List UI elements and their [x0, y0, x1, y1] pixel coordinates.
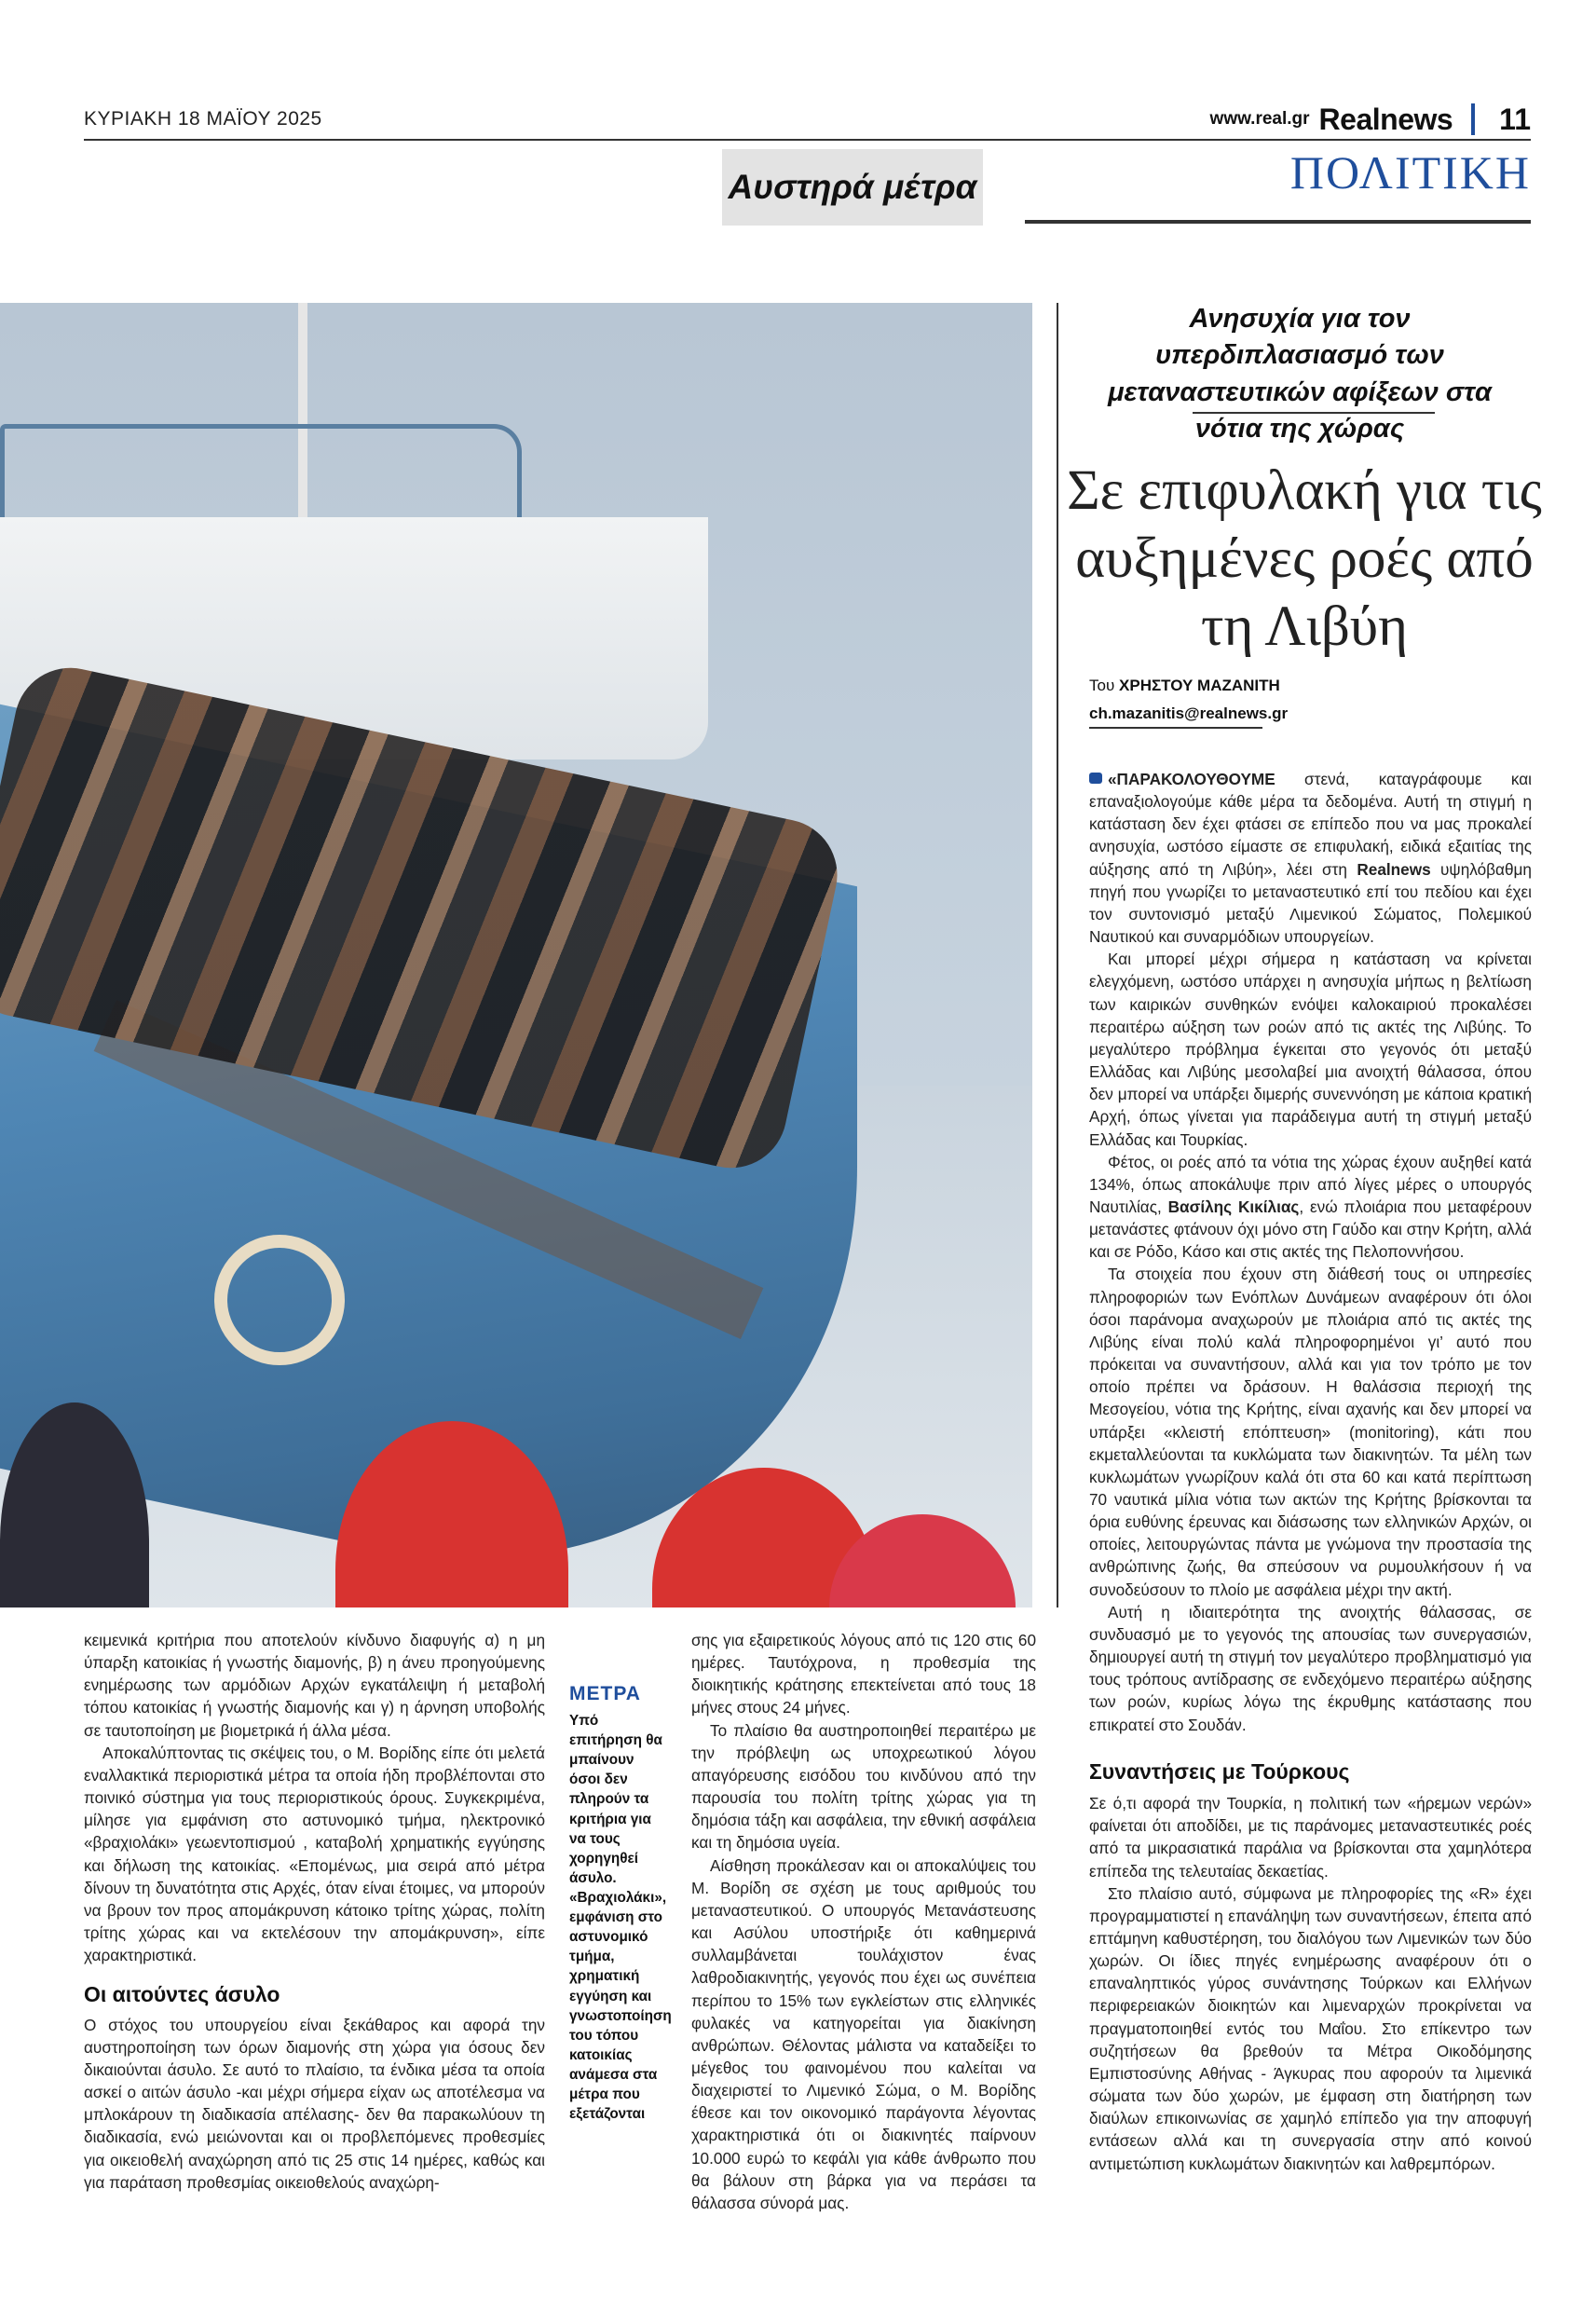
sidebar-title: ΜΕΤΡΑ: [569, 1683, 641, 1704]
lead-brand: Realnews: [1357, 859, 1431, 879]
subhead-rule: [1193, 412, 1435, 414]
byline-prefix: Του: [1089, 677, 1115, 694]
paragraph: Το πλαίσιο θα αυστηροποιηθεί περαιτέρω με την πρόβλεψη ως υποχρεωτικού λόγου απαγόρευσης εισόδου του κινδύνου από την παρουσία του πολίτη τρίτης χώρας για τη δημόσια τάξη και ασφάλεια, την εθνική ασφάλεια και τη δημόσια υγεία.: [691, 1720, 1036, 1853]
kicker-box: [722, 149, 983, 226]
kicker: Αυστηρά μέτρα: [728, 168, 977, 206]
header-separator: [1471, 103, 1475, 135]
lead-paragraph: [1089, 768, 1532, 948]
author-email[interactable]: ch.mazanitis@realnews.gr: [1089, 705, 1289, 722]
site-url[interactable]: www.real.gr: [1209, 109, 1310, 129]
lead-text-end: υψηλόβαθμη πηγή που γνωρίζει το μεταναστευτικό επί του πεδίου και έχει τον συντονισμό μεταξύ Λιμενικού Σώματος, Πολεμικού Ναυτικού και συναρμόδιων υπουργείων.: [1089, 859, 1532, 947]
sidebar-box: [569, 1683, 672, 2124]
header-rule: [84, 139, 1531, 141]
paragraph: σης για εξαιρετικούς λόγους από τις 120 στις 60 ημέρες. Ταυτόχρονα, η προθεσμία της διοικητικής κράτησης επεκτείνεται από τους 18 μήνες στους 24 μήνες.: [691, 1631, 1036, 1717]
lead-bullet-icon: [1089, 773, 1102, 784]
bottom-column-1: [84, 1629, 545, 2194]
paragraph-text: , ενώ πλοιάρια που μεταφέρουν μετανάστες φτάνουν όχι μόνο στη Γαύδο και στην Κρήτη, αλλά και σε Ρόδο, Κάσο και στις ακτές της Πελοποννήσου.: [1089, 1197, 1532, 1262]
paragraph: Αυτή η ιδιαιτερότητα της ανοιχτής θάλασσας, σε συνδυασμό με το γεγονός της απουσίας των συνεργασιών, δημιουργεί αυτή τη στιγμή τον μεγαλύτερο προβληματισμό για τους τρόπους αντίδρασης σε ενδεχόμενο περαιτέρω αύξησης των ροών, κυρίως λόγω της έκρυθμης κατάστασης που επικρατεί στο Σουδάν.: [1089, 1602, 1532, 1734]
paragraph: Στο πλαίσιο αυτό, σύμφωνα με πληροφορίες της «R» έχει προγραμματιστεί η επανάληψη των συναντήσεων, έπειτα από επτάμηνη καθυστέρηση, του διαλόγου των Λιμενικών των δύο χωρών. Οι ίδιες πηγές ενημέρωσης αναφέρουν ότι ο επαναληπτικός γύρος συνάντησης Τούρκων και Ελλήνων περιφερειακών διοικητών και λιμεναρχών προκρίνεται να πραγματοποιηθεί εντός του Μαΐου. Στο επίκεντρο των συζητήσεων θα βρεθούν τα Μέτρα Οικοδόμησης Εμπιστοσύνης Αθήνας - Άγκυρας που αφορούν τα λιμενικά σώματα των δύο χωρών, με έμφαση στη διατήρηση των διαύλων επικοινωνίας σε χαμηλό επίπεδο για την αποφυγή εντάσεων αλλά και τη συνεργασία στην από κοινού αντιμετώπιση κυκλωμάτων διακινητών και λαθρεμπόρων.: [1089, 1883, 1532, 2173]
sidebar-text: Υπό επιτήρηση θα μπαίνουν όσοι δεν πληρούν τα κριτήρια για να τους χορηγηθεί άσυλο. «Βραχιολάκι», εμφάνιση στο αστυνομικό τμήμα, χρηματική εγγύηση και γνωστοποίηση του τόπου κατοικίας ανάμεσα στα μέτρα που εξετάζονται: [569, 1713, 672, 2123]
column-divider: [1057, 303, 1058, 1607]
lead-text: στενά, καταγράφουμε και επαναξιολογούμε κάθε μέρα τα δεδομένα. Αυτή τη στιγμή η κατάσταση δεν έχει φτάσει σε επίπεδο που να μας προκαλεί ανησυχία, ωστόσο είμαστε σε επιφυλακή, ειδικά εξαιτίας της αύξησης από τη Λιβύη», λέει στη: [1089, 770, 1532, 879]
paragraph: Και μπορεί μέχρι σήμερα η κατάσταση να κρίνεται ελεγχόμενη, ωστόσο υπάρχει η ανησυχία μήπως η βελτίωση των καιρικών συνθηκών ενόψει καλοκαιριού προκαλέσει περαιτέρω αύξηση των ροών από τις ακτές της Λιβύης. Το μεγαλύτερο πρόβλημα έγκειται στο γεγονός ότι μεταξύ Ελλάδας και Λιβύης μεσολαβεί μια ανοιχτή θάλασσα, όπου δεν μπορεί να υπάρξει διμερής συνεννόηση με κάποια κρατική Αρχή, όπως γίνεται για παράδειγμα αυτή τη στιγμή μεταξύ Ελλάδας και Τουρκίας.: [1089, 950, 1532, 1149]
paragraph: Τα στοιχεία που έχουν στη διάθεσή τους οι υπηρεσίες πληροφοριών των Ενόπλων Δυνάμεων αναφέρουν ότι όλοι όσοι παράνομα αναχωρούν με πλοιάρια από τις ακτές της Λιβύης είναι πολύ καλά πληροφορημένοι γι’ αυτό που πρόκειται να συναντήσουν, αλλά και για τον τρόπο με τον οποίο πρέπει να δράσουν. Η θαλάσσια περιοχή της Μεσογείου, νότια της Κρήτης, είναι αχανής και δεν μπορεί να υπάρξει «κλειστή επόπτευση» (monitoring), κάτι που εκμεταλλεύονται τα κυκλώματα των διακινητών. Τα μέλη των κυκλωμάτων γνωρίζουν καλά ότι στα 60 και κατά περίπτωση 70 ναυτικά μίλια νότια των ακτών της Κρήτης βρίσκονται τα όρια ευθύνης έρευνας και διάσωσης των ελληνικών Αρχών, οι οποίες, λειτουργώντας πάντα με γνώμονα την προστασία της ανθρώπινης ζωής, θα σπεύσουν να ρυμουλκήσουν ή να συνοδεύσουν το πλοίο με ασφάλεια μέχρι την ακτή.: [1089, 1265, 1532, 1599]
minister-name: Βασίλης Κικίλιας: [1167, 1197, 1300, 1216]
paragraph: Σε ό,τι αφορά την Τουρκία, η πολιτική των «ήρεμων νερών» φαίνεται ότι αποδίδει, με τις παράνομες μεταναστευτικές ροές από τα μικρασιατικά παράλια να βρίσκονται στα χαμηλότερα επίπεδα της τελευταίας δεκαετίας.: [1089, 1794, 1532, 1881]
paragraph: κειμενικά κριτήρια που αποτελούν κίνδυνο διαφυγής α) η μη ύπαρξη κατοικίας ή γνωστής διαμονής, β) η άνευ προηγούμενης ενημέρωσης των αρμόδιων Αρχών εγκατάλειψη ή μεταβολή τόπου κατοικίας ή γνωστής διαμονής και γ) η άρνηση υποβολής σε ταυτοποίηση με βιομετρικά ή άλλα μέσα.: [84, 1631, 545, 1740]
subsection-heading: Συναντήσεις με Τούρκους: [1089, 1758, 1350, 1784]
photo-rope: [214, 1235, 345, 1365]
byline: [1089, 677, 1280, 695]
paragraph: [1089, 1151, 1532, 1264]
paragraph: Αποκαλύπτοντας τις σκέψεις του, ο Μ. Βορίδης είπε ότι μελετά εναλλακτικά περιοριστικά μέτρα τα οποία ήδη προβλέπονται στο ποινικό σύστημα για τους περιοριστικούς όρους. Συγκεκριμένα, μίλησε για εμφάνιση στο αστυνομικό τμήμα, ηλεκτρονικό «βραχιολάκι» γεωεντοπισμού , καταβολή χρηματικής εγγύησης και δήλωση της κατοικίας. «Επομένως, μια σειρά από μέτρα δίνουν τη δυνατότητα στις Αρχές, όταν είναι έτοιμες, να μπορούν να βρουν τον προς απομάκρυνση κάτοικο τρίτης χώρας, πολίτη τρίτης χώρας και να εκτελέσουν την απομάκρυνση», είπε χαρακτηριστικά.: [84, 1743, 545, 1965]
email-rule: [1089, 727, 1262, 729]
section-title: ΠΟΛΙΤΙΚΗ: [1289, 146, 1531, 198]
headline: Σε επιφυλακή για τις αυξημένες ροές από τη Λιβύη: [1067, 459, 1542, 659]
masthead-right: [1210, 101, 1531, 138]
article-photo: [0, 303, 1032, 1607]
paragraph-text: Φέτος, οι ροές από τα νότια της χώρας έχουν αυξηθεί κατά 134%, όπως αποκάλυψε πριν από λίγες μέρες ο υπουργός Ναυτιλίας,: [1089, 1152, 1532, 1216]
paragraph: Ο στόχος του υπουργείου είναι ξεκάθαρος και αφορά την αυστηροποίηση των όρων διαμονής στη χώρα για όσους δεν δικαιούνται άσυλο. Σε αυτό το πλαίσιο, τα ένδικα μέσα τα οποία ασκεί ο αιτών άσυλο -και μέχρι σήμερα είχαν ως αποτέλεσμα να μπλοκάρουν τη διαδικασία απέλασης- δεν θα παρακωλύουν τη διαδικασία, ενώ μειώνονται και οι προβλεπόμενες προθεσμίες για οικειοθελή αναχώρηση από τις 25 στις 14 ημέρες, καθώς και για παράταση προθεσμίας οικειοθελούς αναχώρη-: [84, 2015, 545, 2192]
right-column-body: [1089, 768, 1532, 2175]
subsection-heading: Οι αιτούντες άσυλο: [84, 1982, 280, 2007]
subheadline: Ανησυχία για τον υπερδιπλασιασμό των μεταναστευτικών αφίξεων στα νότια της χώρας: [1108, 304, 1492, 445]
brand-logo: Realnews: [1318, 102, 1453, 136]
paragraph: Αίσθηση προκάλεσαν και οι αποκαλύψεις του Μ. Βορίδη σε σχέση με τους αριθμούς του μεταναστευτικού. Ο υπουργός Μετανάστευσης και Ασύλου υποστήριξε ότι καθημερινά συλλαμβάνεται τουλάχιστον ένας λαθροδιακινητής, γεγονός που έχει ως συνέπεια περίπου το 15% των εγκλείστων στις ελληνικές φυλακές να κατηγορείται για διακίνηση ανθρώπων. Θέλοντας μάλιστα να καταδείξει το μέγεθος του φαινομένου που καλείται να διαχειριστεί το Λιμενικό Σώμα, ο Μ. Βορίδης έθεσε και τον οικονομικό παράγοντα λέγοντας χαρακτηριστικά ότι οι διακινητές παίρνουν 10.000 ευρώ το κεφάλι για κάθε άνθρωπο που θα βάλουν στη βάρκα για να περάσει τα θάλασσα σύνορά μας.: [691, 1855, 1036, 2212]
issue-date: ΚΥΡΙΑΚΗ 18 ΜΑΪΟΥ 2025: [84, 108, 322, 130]
lead-word: «ΠΑΡΑΚΟΛΟΥΘΟΥΜΕ: [1108, 770, 1275, 788]
section-rule: [1025, 220, 1531, 224]
page-number: 11: [1499, 102, 1531, 136]
author-name: ΧΡΗΣΤΟΥ ΜΑΖΑΝΙΤΗ: [1119, 677, 1280, 694]
bottom-column-3: [691, 1629, 1036, 2214]
